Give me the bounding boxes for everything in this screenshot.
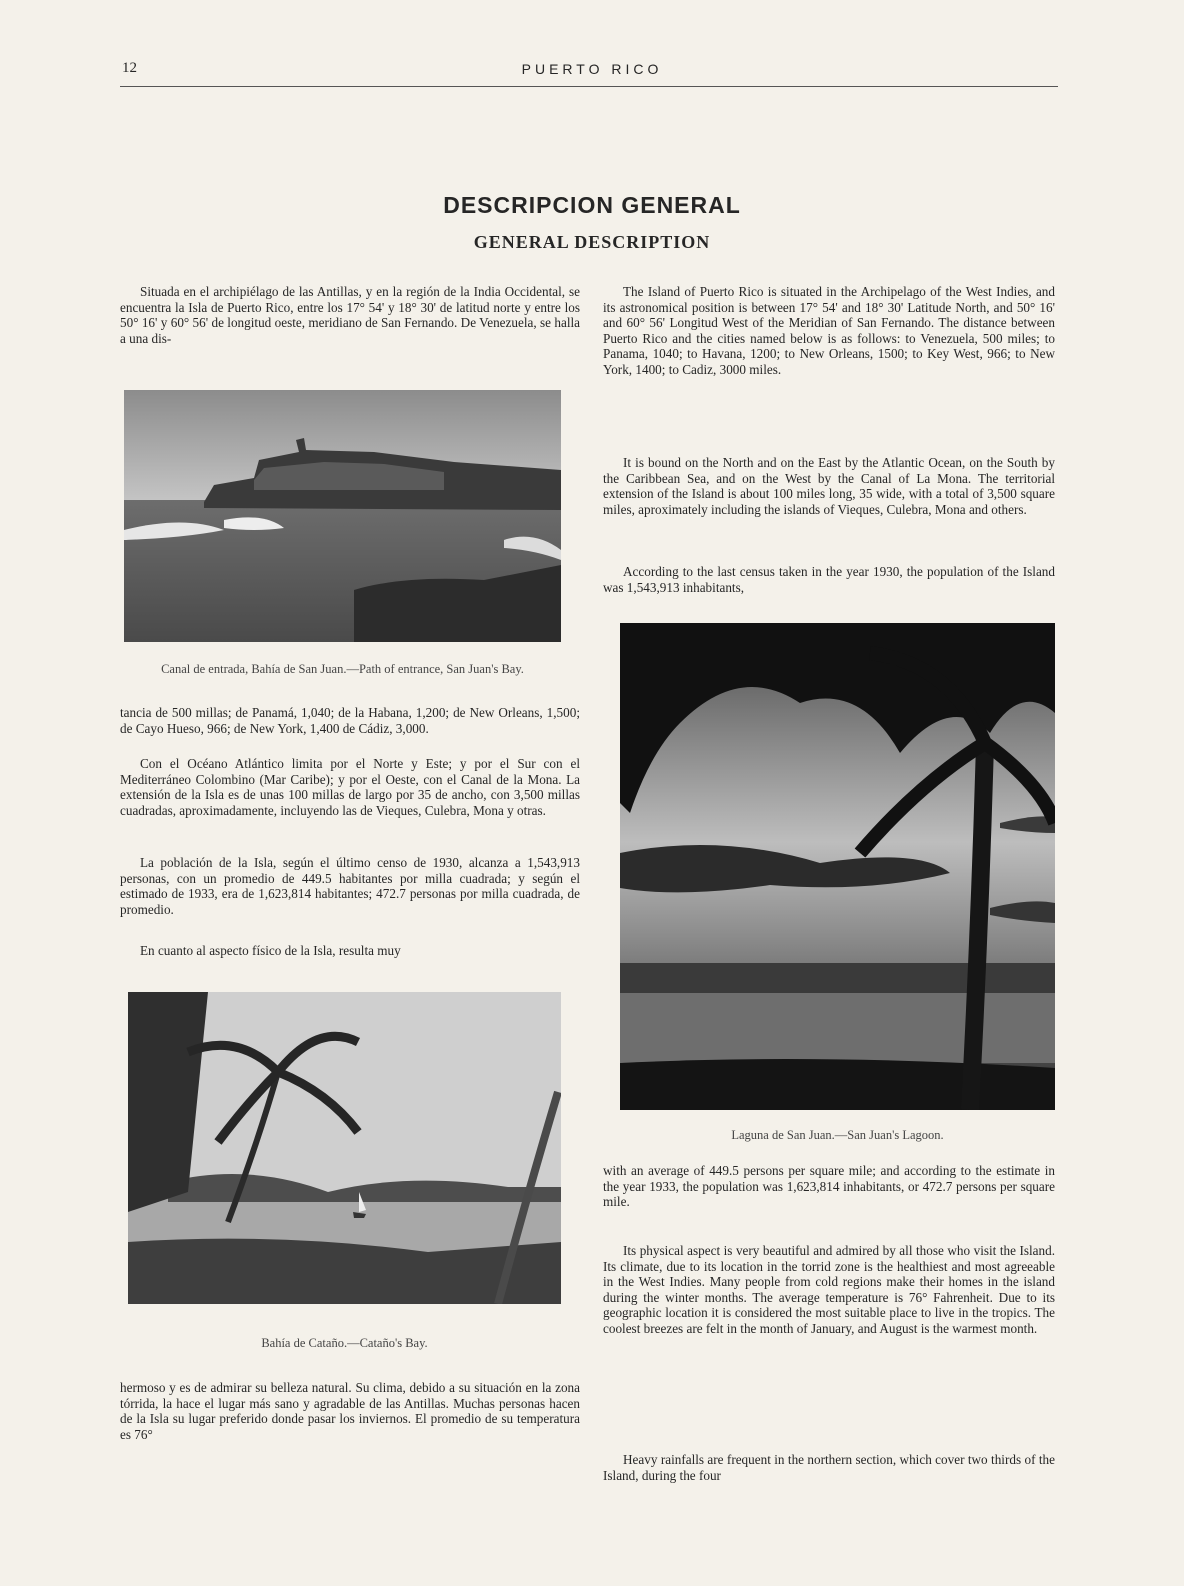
right-paragraph-6: Heavy rainfalls are frequent in the northern section, which cover two thirds of the Island, during the four (603, 1452, 1055, 1483)
header-rule (120, 86, 1058, 87)
right-paragraph-3: According to the last census taken in the year 1930, the population of the Island was 1,543,913 inhabitants, (603, 564, 1055, 595)
photo-san-juan-lagoon (620, 623, 1055, 1110)
left-paragraph-5: En cuanto al aspecto físico de la Isla, resulta muy (140, 943, 401, 958)
photo-catano-bay (128, 992, 561, 1304)
left-paragraph-4: La población de la Isla, según el último censo de 1930, alcanza a 1,543,913 personas, con un promedio de 449.5 habitantes por milla cuadrada; y según el estimado de 1933, era de 1,623,814 habitantes; 472.7 personas por milla cuadrada, de promedio. (120, 855, 580, 917)
caption-catano-bay: Bahía de Cataño.—Cataño's Bay. (261, 1336, 428, 1350)
title-spanish: DESCRIPCION GENERAL (443, 192, 741, 218)
running-header: PUERTO RICO (521, 61, 663, 77)
right-paragraph-2: It is bound on the North and on the East by the Atlantic Ocean, on the South by the Caribbean Sea, and on the West by the Canal of La Mona. The territorial extension of the Island is about 100 miles long, 35 wide, with a total of 3,500 square miles, aproximately including the islands of Vieques, Culebra, Mona and others. (603, 455, 1055, 517)
title-english: GENERAL DESCRIPTION (473, 232, 711, 252)
left-paragraph-1: Situada en el archipiélago de las Antillas, y en la región de la India Occidental, se encuentra la Isla de Puerto Rico, entre los 17° 54' y 18° 30' de latitud norte y entre los 50° 16' y 60° 56' de longitud oeste, meridiano de San Fernando. De Venezuela, se halla a una dis- (120, 284, 580, 346)
caption-path-of-entrance: Canal de entrada, Bahía de San Juan.—Path of entrance, San Juan's Bay. (161, 662, 524, 676)
right-paragraph-4: with an average of 449.5 persons per square mile; and according to the estimate in the year 1933, the population was 1,623,814 inhabitants, or 472.7 persons per square mile. (603, 1163, 1055, 1210)
page-number: 12 (122, 60, 137, 76)
left-paragraph-2: tancia de 500 millas; de Panamá, 1,040; de la Habana, 1,200; de New Orleans, 1,500; de Cayo Hueso, 966; de New York, 1,400 de Cádiz, 3,000. (120, 705, 580, 736)
right-paragraph-5: Its physical aspect is very beautiful and admired by all those who visit the Island. Its climate, due to its location in the torrid zone is the healthiest and most agreeable in the West Indies. Many people from cold regions make their homes in the island during the winter months. The average temperature is 76° Fahrenheit. Due to its geographic location it is considered the most suitable place to live in the tropics. The coolest breezes are felt in the month of January, and August is the warmest month. (603, 1243, 1055, 1336)
caption-san-juan-lagoon: Laguna de San Juan.—San Juan's Lagoon. (731, 1128, 944, 1142)
left-paragraph-6: hermoso y es de admirar su belleza natural. Su clima, debido a su situación en la zona tórrida, la hace el lugar más sano y agradable de las Antillas. Muchas personas hacen de la Isla su lugar preferido donde pasar los inviernos. El promedio de su temperatura es 76° (120, 1380, 580, 1442)
left-paragraph-3: Con el Océano Atlántico limita por el Norte y Este; y por el Sur con el Mediterráneo Colombino (Mar Caribe); y por el Oeste, con el Canal de la Mona. La extensión de la Isla es de unas 100 millas de largo por 35 de ancho, con 3,500 millas cuadradas, aproximadamente, incluyendo las de Vieques, Culebra, Mona y otras. (120, 756, 580, 818)
photo-path-of-entrance (124, 390, 561, 642)
right-paragraph-1: The Island of Puerto Rico is situated in the Archipelago of the West Indies, and its astronomical position is between 17° 54' and 18° 30' Latitude North, and 50° 16' and 60° 56' Longitud West of the Meridian of San Fernando. The distance between Puerto Rico and the cities named below is as follows: to Venezuela, 500 miles; to Panama, 1040; to Havana, 1200; to New Orleans, 1500; to Key West, 966; to New York, 1400; to Cadiz, 3000 miles. (603, 284, 1055, 377)
